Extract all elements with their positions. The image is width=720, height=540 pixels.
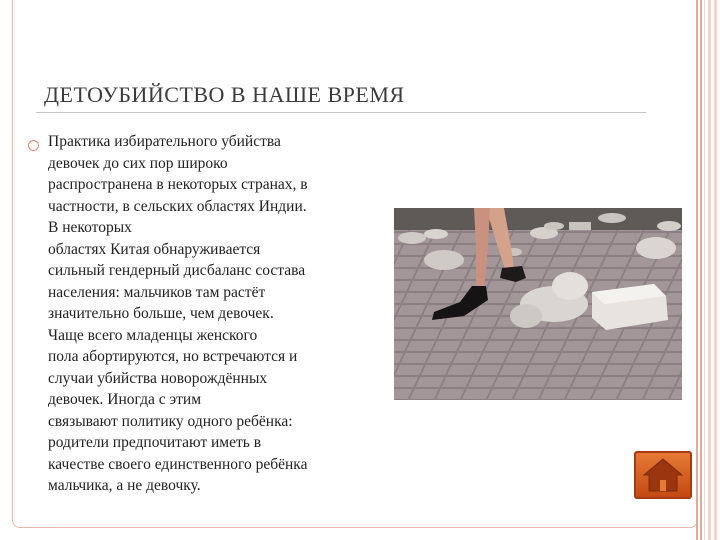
- body-line: мальчика, а не девочку.: [48, 477, 201, 494]
- body-line: частности, в сельских областях Индии.: [48, 197, 307, 215]
- body-line: случаи убийства новорождённых: [48, 369, 268, 387]
- sculpture-photo-illustration: [394, 208, 682, 400]
- body-line: В некоторых: [48, 219, 132, 236]
- decorative-stripes: [696, 0, 720, 540]
- body-text: [48, 131, 378, 497]
- body-line: Практика избирательного убийства: [48, 133, 281, 150]
- body-line: Чаще всего младенцы женского: [48, 326, 258, 344]
- title-divider: [36, 112, 646, 113]
- slide-title: ДЕТОУБИЙСТВО В НАШЕ ВРЕМЯ: [44, 82, 405, 107]
- home-icon: [636, 453, 690, 497]
- circle-bullet-icon: [28, 140, 39, 151]
- body-line: распространена в некоторых странах, в: [48, 176, 308, 193]
- body-line: сильный гендерный дисбаланс состава: [48, 262, 306, 279]
- body-line: пола абортируются, но встречаются и: [48, 348, 298, 365]
- body-line: девочек до сих пор широко: [48, 154, 228, 172]
- body-line: областях Китая обнаруживается: [48, 240, 261, 258]
- body-line: населения: мальчиков там растёт: [48, 283, 266, 301]
- body-line: связывают политику одного ребёнка:: [48, 412, 293, 430]
- home-button[interactable]: [634, 451, 692, 499]
- body-line: значительно больше, чем девочек.: [48, 305, 274, 322]
- body-line: девочек. Иногда с этим: [48, 391, 202, 408]
- body-line: качестве своего единственного ребёнка: [48, 455, 308, 473]
- sculpture-photo: [394, 208, 682, 400]
- body-line: родители предпочитают иметь в: [48, 434, 262, 451]
